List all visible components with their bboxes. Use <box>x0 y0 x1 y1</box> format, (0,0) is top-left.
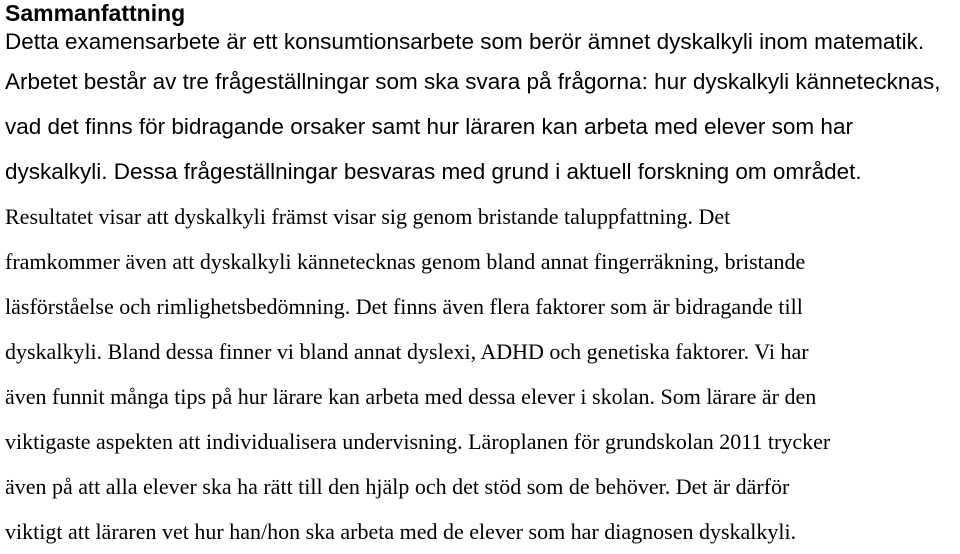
text-line-12: viktigt att läraren vet hur han/hon ska arbeta med de elever som har diagnosen dyskalkyli. <box>5 519 797 544</box>
text-line-8: dyskalkyli. Bland dessa finner vi bland annat dyslexi, ADHD och genetiska faktorer. Vi har <box>5 339 809 364</box>
text-line-9: även funnit många tips på hur lärare kan arbeta med dessa elever i skolan. Som lärare är den <box>5 384 817 409</box>
text-line-7: läsförståelse och rimlighetsbedömning. Det finns även flera faktorer som är bidragande till <box>5 294 803 319</box>
text-line-2: Arbetet består av tre frågeställningar som ska svara på frågorna: hur dyskalkyli kännetecknas, <box>5 69 941 94</box>
text-line-10: viktigaste aspekten att individualisera undervisning. Läroplanen för grundskolan 2011 trycker <box>5 429 831 454</box>
text-line-3: vad det finns för bidragande orsaker samt hur läraren kan arbeta med elever som har <box>5 114 853 139</box>
text-line-5: Resultatet visar att dyskalkyli främst visar sig genom bristande taluppfattning. Det <box>5 204 731 229</box>
text-line-11: även på att alla elever ska ha rätt till den hjälp och det stöd som de behöver. Det är därför <box>5 474 790 499</box>
document-heading: Sammanfattning <box>5 0 186 26</box>
abstract-body <box>5 25 960 554</box>
document-page <box>5 0 960 554</box>
text-line-1: Detta examensarbete är ett konsumtionsarbete som berör ämnet dyskalkyli inom matematik. <box>5 29 925 54</box>
text-line-4: dyskalkyli. Dessa frågeställningar besvaras med grund i aktuell forskning om området. <box>5 159 862 184</box>
text-line-6: framkommer även att dyskalkyli kännetecknas genom bland annat fingerräkning, bristande <box>5 249 806 274</box>
